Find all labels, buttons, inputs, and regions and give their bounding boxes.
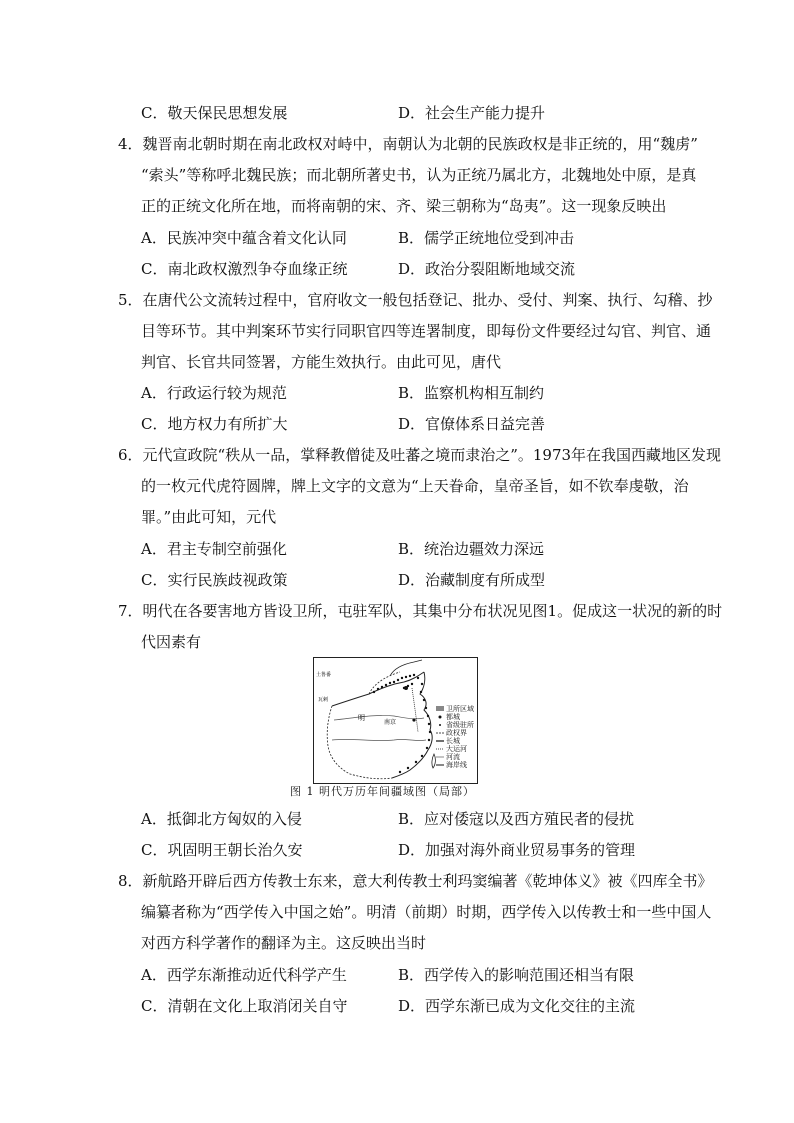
legend-border: 政权界 [446, 729, 467, 737]
q4-stem-line-1: 4．魏晋南北朝时期在南北政权对峙中，南朝认为北朝的民族政权是非正统的，用“魏虏” [118, 135, 698, 153]
q7-option-b: B．应对倭寇以及西方殖民者的侵扰 [398, 810, 635, 828]
q5-option-c: C．地方权力有所扩大 [141, 415, 288, 433]
q4-option-c: C．南北政权激烈争夺血缘正统 [141, 260, 348, 278]
legend-swatch-capital [439, 716, 442, 719]
coastline [392, 672, 432, 778]
legend-river: 河流 [446, 753, 460, 761]
q5-option-b: B．监察机构相互制约 [398, 384, 545, 402]
q6-option-a: A．君主专制空前强化 [141, 540, 287, 558]
q8-option-c: C．清朝在文化上取消闭关自守 [141, 997, 348, 1015]
q6-stem-line-2: 的一枚元代虎符圆牌，牌上文字的文意为“上天眷命，皇帝圣旨，如不钦奉虔敬，治 [141, 477, 689, 495]
q8-option-b: B．西学传入的影响范围还相当有限 [398, 966, 635, 984]
q7-stem-line-1: 7．明代在各要害地方皆设卫所，屯驻军队，其集中分布状况见图1。促成这一状况的新的时 [118, 602, 723, 620]
q5-stem-line-1: 5．在唐代公文流转过程中，官府收文一般包括登记、批办、受付、判案、执行、勾稽、抄 [118, 291, 713, 309]
q7-option-a: A．抵御北方匈奴的入侵 [141, 810, 302, 828]
q6-stem-line-1: 6．元代宣政院“秩从一品，掌释教僧徒及吐蕃之境而隶治之”。1973年在我国西藏地区发现 [118, 446, 722, 464]
legend-wall: 长城 [446, 737, 460, 745]
q4-stem-line-3: 正的正统文化所在地，而将南朝的宋、齐、梁三朝称为“岛夷”。这一现象反映出 [141, 197, 667, 215]
figure-caption: 图 1 明代万历年间疆域图（局部） [290, 785, 475, 798]
q8-stem-line-1: 8．新航路开辟后西方传教士东来，意大利传教士利玛窦编著《乾坤体义》被《四库全书》 [118, 872, 713, 890]
grand-canal [412, 688, 418, 732]
label-ming: 明 [358, 714, 365, 722]
q8-stem-line-2: 编纂者称为“西学传入中国之始”。明清（前期）时期，西学传入以传教士和一些中国人 [141, 903, 712, 921]
map-legend [436, 704, 474, 769]
legend-swatch-garrison [436, 706, 444, 711]
q6-option-b: B．统治边疆效力深远 [398, 540, 545, 558]
q7-stem-line-2: 代因素有 [141, 633, 202, 651]
q5-option-d: D．官僚体系日益完善 [398, 415, 546, 433]
q7-option-d: D．加强对海外商业贸易事务的管理 [398, 841, 636, 859]
q4-stem-line-2: “索头”等称呼北魏民族；而北朝所著史书，认为正统乃属北方，北魏地处中原，是真 [141, 166, 697, 184]
yangtze-river [332, 739, 426, 740]
q8-option-a: A．西学东渐推动近代科学产生 [141, 966, 347, 984]
legend-garrison: 卫所区域 [446, 705, 474, 713]
legend-swatch-province [439, 724, 441, 726]
label-nanjing: 南京 [384, 719, 397, 726]
ming-territory-map [313, 657, 478, 784]
q4-option-a: A．民族冲突中蕴含着文化认同 [141, 229, 347, 247]
legend-coast: 海岸线 [446, 761, 467, 769]
q5-stem-line-2: 目等环节。其中判案环节实行同职官四等连署制度，即每份文件要经过勾官、判官、通 [141, 322, 712, 340]
q4-option-d: D．政治分裂阻断地域交流 [398, 260, 576, 278]
q6-option-c: C．实行民族歧视政策 [141, 571, 288, 589]
nanjing-marker [412, 718, 415, 721]
q7-option-c: C．巩固明王朝长治久安 [141, 841, 303, 859]
taiwan-island [432, 754, 435, 768]
map-drawing [314, 658, 477, 783]
q3-option-c: C．敬天保民思想发展 [141, 104, 288, 122]
q6-stem-line-3: 罪。”由此可知，元代 [141, 508, 277, 526]
q3-option-d: D．社会生产能力提升 [398, 104, 546, 122]
capital-marker [404, 686, 408, 690]
legend-province: 省级驻所 [446, 721, 474, 729]
legend-capital: 都城 [446, 713, 460, 721]
q8-stem-line-3: 对西方科学著作的翻译为主。这反映出当时 [141, 934, 427, 952]
northeast-border [390, 660, 422, 676]
legend-canal: 大运河 [446, 745, 467, 753]
q6-option-d: D．治藏制度有所成型 [398, 571, 546, 589]
regime-border-line [369, 672, 400, 694]
q5-stem-line-3: 判官、长官共同签署，方能生效执行。由此可见，唐代 [141, 353, 502, 371]
q4-option-b: B．儒学正统地位受到冲击 [398, 229, 575, 247]
yellow-river [334, 715, 424, 720]
q8-option-d: D．西学东渐已成为文化交往的主流 [398, 997, 636, 1015]
label-tuhu: 土鲁番 [316, 672, 332, 678]
q5-option-a: A．行政运行较为规范 [141, 384, 287, 402]
label-wala: 瓦剌 [318, 697, 329, 703]
